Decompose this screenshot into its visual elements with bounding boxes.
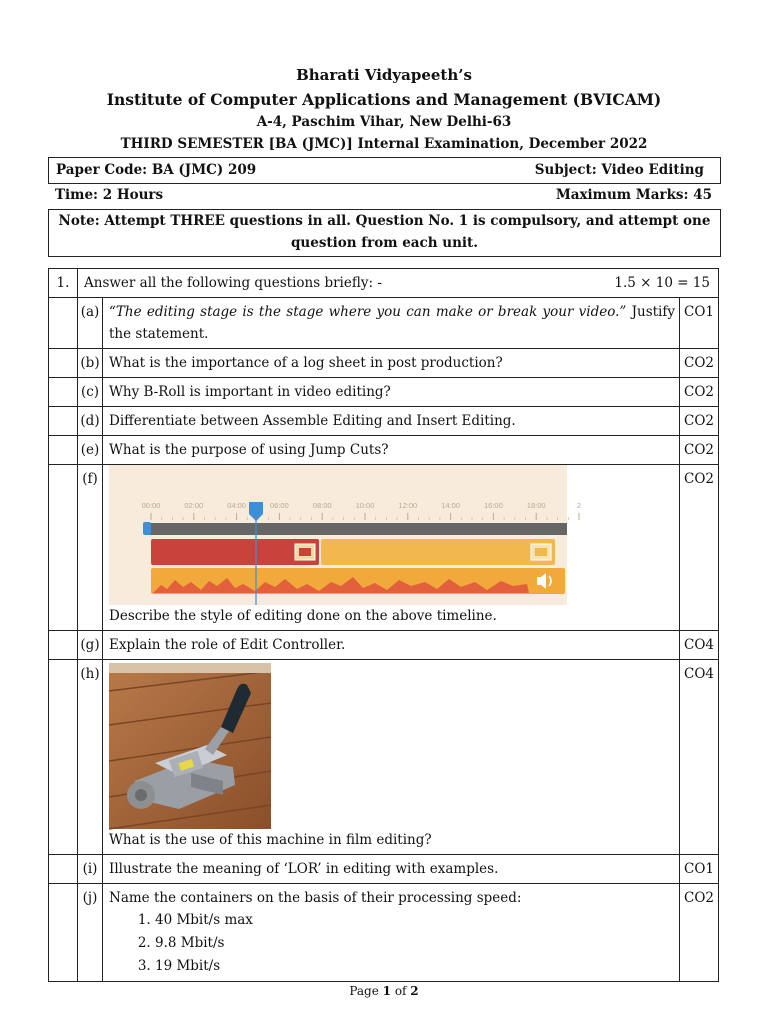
- institute-address: A-4, Paschim Vihar, New Delhi-63: [256, 114, 512, 130]
- part-text: Illustrate the meaning of ‘LOR’ in editing with examples.: [103, 855, 680, 884]
- question-number: 1.: [49, 269, 78, 298]
- part-label: (f): [78, 465, 103, 631]
- paper-info-box: [48, 157, 721, 184]
- question-table: [48, 268, 719, 982]
- time-allowed: Time: 2 Hours: [55, 187, 164, 203]
- table-row: [49, 298, 719, 349]
- list-item: 3. 19 Mbit/s: [155, 955, 675, 978]
- page-number: 1: [382, 984, 391, 998]
- exam-title: THIRD SEMESTER [BA (JMC)] Internal Examination, December 2022: [120, 136, 648, 152]
- table-row: [49, 465, 719, 631]
- subject: Subject: Video Editing: [534, 162, 704, 178]
- part-label: (g): [78, 631, 103, 660]
- table-row: [49, 436, 719, 465]
- timeline-track-bar: [147, 523, 567, 535]
- part-label: (h): [78, 660, 103, 855]
- institute-name: Institute of Computer Applications and Management (BVICAM): [106, 90, 662, 109]
- part-label: (e): [78, 436, 103, 465]
- part-text: Name the containers on the basis of their processing speed:: [109, 890, 522, 906]
- table-row: [49, 884, 719, 982]
- page-footer: [0, 984, 768, 998]
- part-text: Why B-Roll is important in video editing?: [103, 378, 680, 407]
- course-outcome: CO2: [680, 349, 719, 378]
- part-label: (c): [78, 378, 103, 407]
- timeline-tick-label: 06:00: [270, 501, 289, 510]
- question-header-row: [49, 269, 719, 298]
- part-text: Differentiate between Assemble Editing and Insert Editing.: [103, 407, 680, 436]
- timeline-start-handle: [143, 522, 151, 535]
- question-instruction-cell: [78, 269, 719, 298]
- video-clip-2: [321, 539, 555, 565]
- table-row: [49, 349, 719, 378]
- course-outcome: CO1: [680, 298, 719, 349]
- part-text: What is the importance of a log sheet in post production?: [103, 349, 680, 378]
- film-strip-icon: [531, 544, 551, 560]
- timeline-tick-label: 04:00: [227, 501, 246, 510]
- editing-timeline-image: [109, 465, 582, 605]
- table-row: [49, 855, 719, 884]
- course-outcome: CO1: [680, 855, 719, 884]
- timeline-tick-label: 00:00: [141, 501, 161, 510]
- part-label: (b): [78, 349, 103, 378]
- part-text-rest: Justify the statement.: [109, 304, 675, 342]
- table-row: [49, 631, 719, 660]
- timeline-tick-label: 02:00: [184, 501, 204, 510]
- part-machine-cell: [103, 660, 680, 855]
- question-instruction: Answer all the following questions briefly: -: [84, 275, 382, 291]
- part-label: (i): [78, 855, 103, 884]
- part-label: (a): [78, 298, 103, 349]
- film-strip-icon: [295, 544, 315, 560]
- timeline-tick-label: 14:00: [441, 501, 460, 510]
- course-outcome: CO4: [680, 631, 719, 660]
- maximum-marks: Maximum Marks: 45: [555, 187, 712, 203]
- timeline-tick-label: 08:00: [312, 501, 332, 510]
- timeline-tick-label: 18:00: [526, 501, 546, 510]
- part-text: What is the purpose of using Jump Cuts?: [103, 436, 680, 465]
- course-outcome: CO4: [680, 660, 719, 855]
- course-outcome: CO2: [680, 465, 719, 631]
- part-label: (j): [78, 884, 103, 982]
- page-of-label: of: [391, 984, 411, 998]
- table-row: [49, 378, 719, 407]
- course-outcome: CO2: [680, 884, 719, 982]
- course-outcome: CO2: [680, 436, 719, 465]
- timeline-tick-label: 12:00: [398, 501, 418, 510]
- part-quote: “The editing stage is the stage where you can make or break your video.”: [109, 304, 627, 320]
- timeline-tick-label: 10:00: [355, 501, 375, 510]
- part-label: (d): [78, 407, 103, 436]
- paper-code: Paper Code: BA (JMC) 209: [56, 162, 257, 178]
- part-list-cell: [103, 884, 680, 982]
- film-splicer-photo: [109, 663, 271, 829]
- timeline-tick-label: 16:00: [484, 501, 503, 510]
- question-marks: 1.5 × 10 = 15: [614, 275, 710, 291]
- page-label: Page: [349, 984, 383, 998]
- video-clip-1: [151, 539, 319, 565]
- institute-parent-name: Bharati Vidyapeeth’s: [296, 66, 472, 84]
- page-total: 2: [410, 984, 419, 998]
- part-text: [103, 298, 680, 349]
- course-outcome: CO2: [680, 378, 719, 407]
- part-text: What is the use of this machine in film editing?: [109, 832, 432, 848]
- course-outcome: CO2: [680, 407, 719, 436]
- part-text: Describe the style of editing done on the above timeline.: [109, 608, 497, 624]
- table-row: [49, 660, 719, 855]
- part-timeline-cell: [103, 465, 680, 631]
- table-row: [49, 407, 719, 436]
- list-item: 2. 9.8 Mbit/s: [155, 932, 675, 955]
- instructions-note: Note: Attempt THREE questions in all. Question No. 1 is compulsory, and attempt one question from each unit.: [48, 209, 721, 257]
- container-speed-list: [109, 909, 675, 978]
- part-text: Explain the role of Edit Controller.: [103, 631, 680, 660]
- timeline-tick-label: 2: [576, 501, 582, 510]
- list-item: 1. 40 Mbit/s max: [155, 909, 675, 932]
